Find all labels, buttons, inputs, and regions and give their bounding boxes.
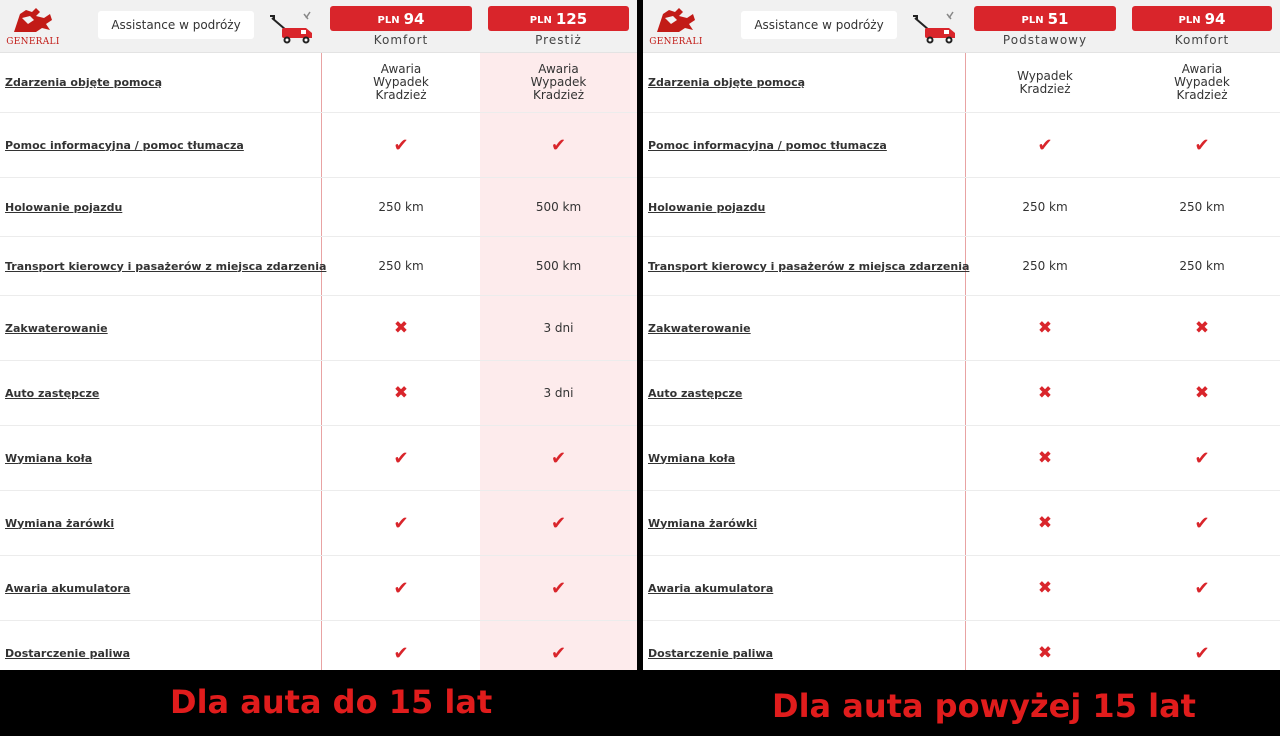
feature-row bbox=[0, 621, 637, 670]
feature-row bbox=[643, 361, 1280, 426]
check-icon: ✔ bbox=[550, 642, 567, 664]
cross-icon: ✖ bbox=[1037, 577, 1053, 598]
plan-prestiz bbox=[480, 0, 637, 53]
feature-value: 500 km bbox=[535, 199, 582, 214]
price-button-komfort[interactable]: PLN 94 bbox=[330, 6, 472, 31]
cross-icon: ✖ bbox=[1194, 317, 1210, 338]
feature-label[interactable]: Zakwaterowanie bbox=[5, 321, 108, 335]
feature-row bbox=[643, 556, 1280, 621]
feature-label[interactable]: Pomoc informacyjna / pomoc tłumacza bbox=[5, 138, 244, 152]
table-header bbox=[643, 0, 1280, 53]
cross-icon: ✖ bbox=[1194, 382, 1210, 403]
tow-truck-icon bbox=[911, 10, 957, 46]
tow-truck-icon bbox=[268, 10, 314, 46]
feature-value: 500 km bbox=[535, 258, 582, 273]
feature-value: 3 dni bbox=[543, 320, 574, 335]
feature-label[interactable]: Transport kierowcy i pasażerów z miejsca zdarzenia bbox=[5, 259, 327, 273]
feature-row bbox=[0, 178, 637, 237]
feature-label[interactable]: Auto zastępcze bbox=[648, 386, 743, 400]
check-icon: ✔ bbox=[393, 134, 409, 156]
check-icon: ✔ bbox=[393, 447, 409, 469]
caption-right: Dla auta powyżej 15 lat bbox=[772, 687, 1196, 725]
cross-icon: ✖ bbox=[393, 382, 409, 403]
feature-row bbox=[0, 237, 637, 296]
generali-logo: GENERALI bbox=[649, 4, 703, 48]
cross-icon: ✖ bbox=[393, 317, 409, 338]
feature-row bbox=[0, 361, 637, 426]
feature-label[interactable]: Pomoc informacyjna / pomoc tłumacza bbox=[648, 138, 887, 152]
price-button-komfort[interactable]: PLN 94 bbox=[1132, 6, 1272, 31]
feature-value: 250 km bbox=[1179, 258, 1225, 273]
check-icon: ✔ bbox=[550, 447, 567, 469]
feature-label[interactable]: Awaria akumulatora bbox=[5, 581, 131, 595]
feature-row bbox=[643, 426, 1280, 491]
feature-label[interactable]: Dostarczenie paliwa bbox=[648, 646, 774, 660]
feature-label[interactable]: Zakwaterowanie bbox=[648, 321, 751, 335]
feature-label[interactable]: Wymiana koła bbox=[648, 451, 736, 465]
feature-label[interactable]: Holowanie pojazdu bbox=[5, 200, 123, 214]
price-button-podstawowy[interactable]: PLN 51 bbox=[974, 6, 1116, 31]
check-icon: ✔ bbox=[1037, 134, 1053, 156]
feature-row bbox=[643, 53, 1280, 113]
feature-value: 250 km bbox=[378, 258, 424, 273]
feature-label[interactable]: Auto zastępcze bbox=[5, 386, 100, 400]
feature-label[interactable]: Wymiana żarówki bbox=[5, 516, 115, 530]
feature-label[interactable]: Holowanie pojazdu bbox=[648, 200, 766, 214]
check-icon: ✔ bbox=[550, 134, 567, 156]
feature-label[interactable]: Awaria akumulatora bbox=[648, 581, 774, 595]
feature-label[interactable]: Dostarczenie paliwa bbox=[5, 646, 131, 660]
feature-row bbox=[0, 426, 637, 491]
plan-name: Komfort bbox=[1174, 33, 1230, 47]
cross-icon: ✖ bbox=[1037, 382, 1053, 403]
feature-row bbox=[0, 491, 637, 556]
feature-row bbox=[643, 621, 1280, 670]
feature-value: Awaria Wypadek Kradzież bbox=[530, 62, 587, 102]
check-icon: ✔ bbox=[393, 577, 409, 599]
feature-value: Wypadek Kradzież bbox=[1017, 68, 1073, 96]
feature-row bbox=[643, 113, 1280, 178]
feature-row bbox=[0, 556, 637, 621]
feature-value: Awaria Wypadek Kradzież bbox=[1174, 62, 1230, 102]
feature-value: 250 km bbox=[1179, 199, 1225, 214]
feature-row bbox=[0, 113, 637, 178]
feature-value: 3 dni bbox=[543, 385, 574, 400]
plan-komfort bbox=[322, 0, 480, 53]
cross-icon: ✖ bbox=[1037, 317, 1053, 338]
feature-value: Awaria Wypadek Kradzież bbox=[373, 62, 429, 102]
plan-name: Komfort bbox=[373, 33, 429, 47]
comparison-panel-right bbox=[643, 0, 1280, 670]
price-button-prestiz[interactable]: PLN 125 bbox=[488, 6, 629, 31]
feature-label[interactable]: Wymiana żarówki bbox=[648, 516, 758, 530]
feature-label[interactable]: Transport kierowcy i pasażerów z miejsca zdarzenia bbox=[648, 259, 970, 273]
feature-value: 250 km bbox=[1022, 199, 1068, 214]
generali-logo: GENERALI bbox=[6, 4, 60, 48]
cross-icon: ✖ bbox=[1037, 447, 1053, 468]
feature-label[interactable]: Zdarzenia objęte pomocą bbox=[648, 76, 806, 89]
assistance-label: Assistance w podróży bbox=[98, 11, 254, 39]
check-icon: ✔ bbox=[1194, 134, 1210, 156]
feature-row bbox=[643, 296, 1280, 361]
check-icon: ✔ bbox=[393, 642, 409, 664]
caption-left: Dla auta do 15 lat bbox=[170, 683, 493, 721]
feature-label[interactable]: Wymiana koła bbox=[5, 451, 93, 465]
check-icon: ✔ bbox=[1194, 642, 1210, 664]
plan-komfort bbox=[1124, 0, 1280, 53]
feature-row bbox=[0, 53, 637, 113]
check-icon: ✔ bbox=[1194, 577, 1210, 599]
feature-row bbox=[643, 237, 1280, 296]
plan-podstawowy bbox=[966, 0, 1124, 53]
feature-value: 250 km bbox=[378, 199, 424, 214]
feature-row bbox=[643, 178, 1280, 237]
comparison-panel-left bbox=[0, 0, 637, 670]
feature-value: 250 km bbox=[1022, 258, 1068, 273]
cross-icon: ✖ bbox=[1037, 642, 1053, 663]
feature-label[interactable]: Zdarzenia objęte pomocą bbox=[5, 76, 163, 89]
plan-name: Prestiż bbox=[535, 33, 582, 47]
check-icon: ✔ bbox=[393, 512, 409, 534]
feature-row bbox=[0, 296, 637, 361]
check-icon: ✔ bbox=[1194, 512, 1210, 534]
feature-row bbox=[643, 491, 1280, 556]
table-header bbox=[0, 0, 637, 53]
assistance-label: Assistance w podróży bbox=[741, 11, 897, 39]
plan-name: Podstawowy bbox=[1002, 33, 1088, 47]
check-icon: ✔ bbox=[1194, 447, 1210, 469]
cross-icon: ✖ bbox=[1037, 512, 1053, 533]
check-icon: ✔ bbox=[550, 512, 567, 534]
check-icon: ✔ bbox=[550, 577, 567, 599]
